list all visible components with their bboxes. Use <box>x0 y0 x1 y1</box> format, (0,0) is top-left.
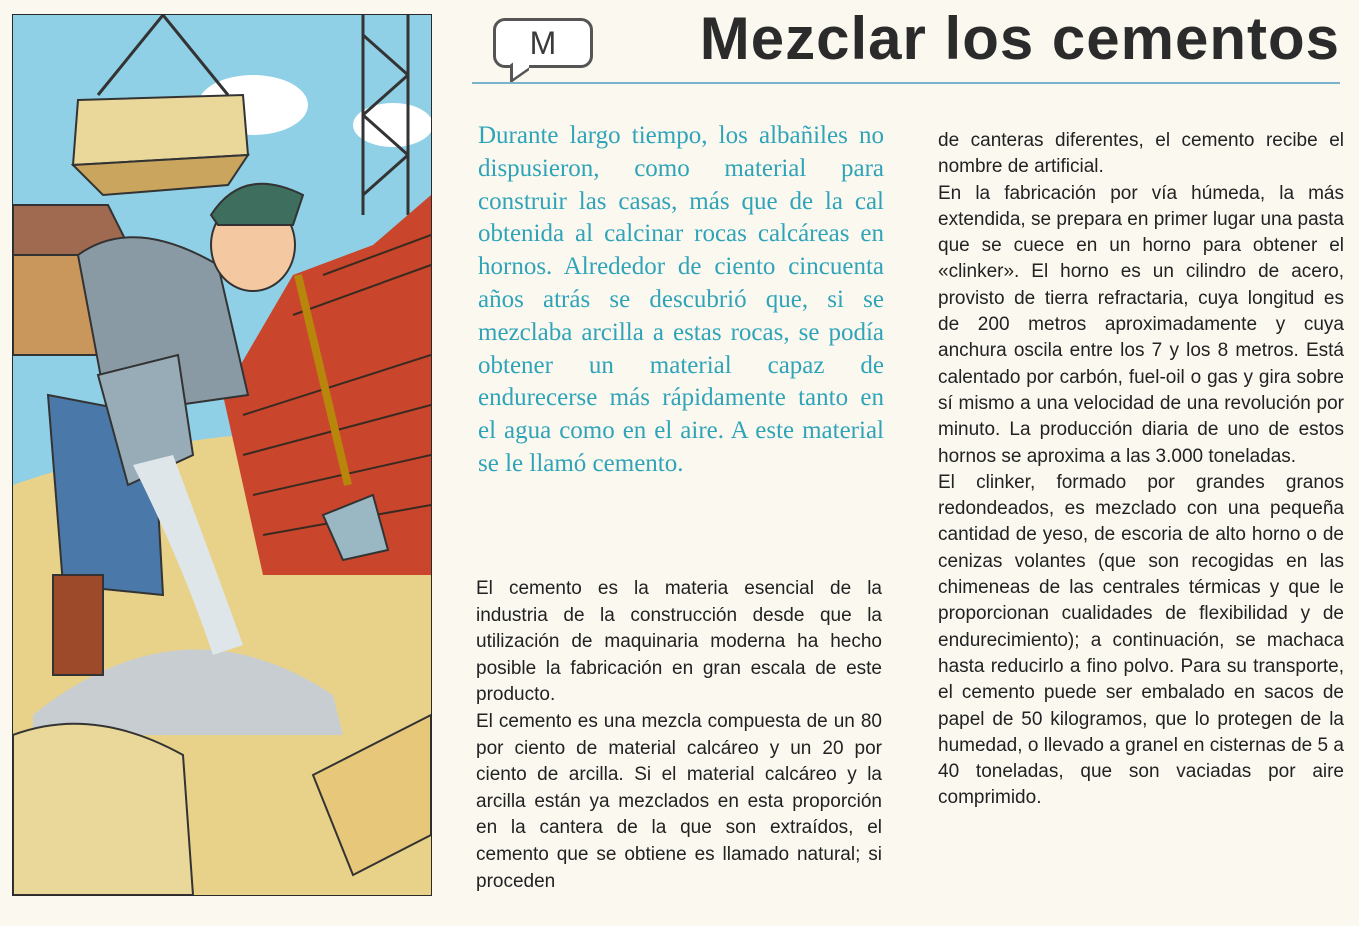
section-letter: M <box>529 24 557 61</box>
body-paragraph: El cemento es la materia esencial de la industria de la construcción desde que la utilización de maquinaria moderna ha hecho posible la fabricación en gran escala de este producto. <box>476 578 882 706</box>
intro-paragraph: Durante largo tiempo, los albañiles no dispusieron, como material para construir las casas, más que de la cal obtenida al calcinar rocas calcáreas en hornos. Alrededor de ciento cincuenta años atrás se descubrió que, si se mezclaba arcilla a estas rocas, se podía obtener un material capaz de endurecerse más rápidamente tanto en el agua como en el aire. A este material se le llamó cemento. <box>478 122 884 477</box>
page-title: Mezclar los cementos <box>699 5 1340 72</box>
body-paragraph: de canteras diferentes, el cemento recibe el nombre de artificial. <box>938 130 1344 178</box>
body-column-right <box>938 128 1344 812</box>
section-letter-badge <box>493 18 593 68</box>
body-paragraph: El cemento es una mezcla compuesta de un 80 por ciento de material calcáreo y un 20 por ciento de arcilla. Si el material calcáreo y la arcilla están ya mezclados en esta proporción en la cantera de la que son extraídos, el cemento que se obtiene es llamado natural; si proceden <box>476 710 882 892</box>
illustration-drawing <box>13 15 431 895</box>
body-paragraph: El clinker, formado por grandes granos redondeados, es mezclado con una pequeña cantidad de yeso, de escoria de alto horno o de cenizas volantes (que son recogidas en las chimeneas de las centrales térmicas y que le proporcionan cualidades de flexibilidad y de endurecimiento); a continuación, se machaca hasta reducirlo a fino polvo. Para su transporte, el cemento puede ser embalado en sacos de papel de 50 kilogramos, que lo protegen de la humedad, o llevado a granel en cisternas de 5 a 40 toneladas, que son vaciadas por aire comprimido. <box>938 471 1344 809</box>
body-paragraph: En la fabricación por vía húmeda, la más extendida, se prepara en primer lugar una pasta que se cuece en un horno para obtener el «clinker». El horno es un cilindro de acero, provisto de tierra refractaria, cuya longitud es de 200 metros aproximadamente y cuya anchura oscila entre los 7 y los 8 metros. Está calentado por carbón, fuel-oil o gas y gira sobre sí mismo a una velocidad de una revolución por minuto. La producción diaria de uno de estos hornos se aproxima a las 3.000 toneladas. <box>938 182 1344 467</box>
body-column-left <box>476 576 882 895</box>
title-divider <box>472 82 1340 84</box>
construction-worker-illustration <box>12 14 432 896</box>
